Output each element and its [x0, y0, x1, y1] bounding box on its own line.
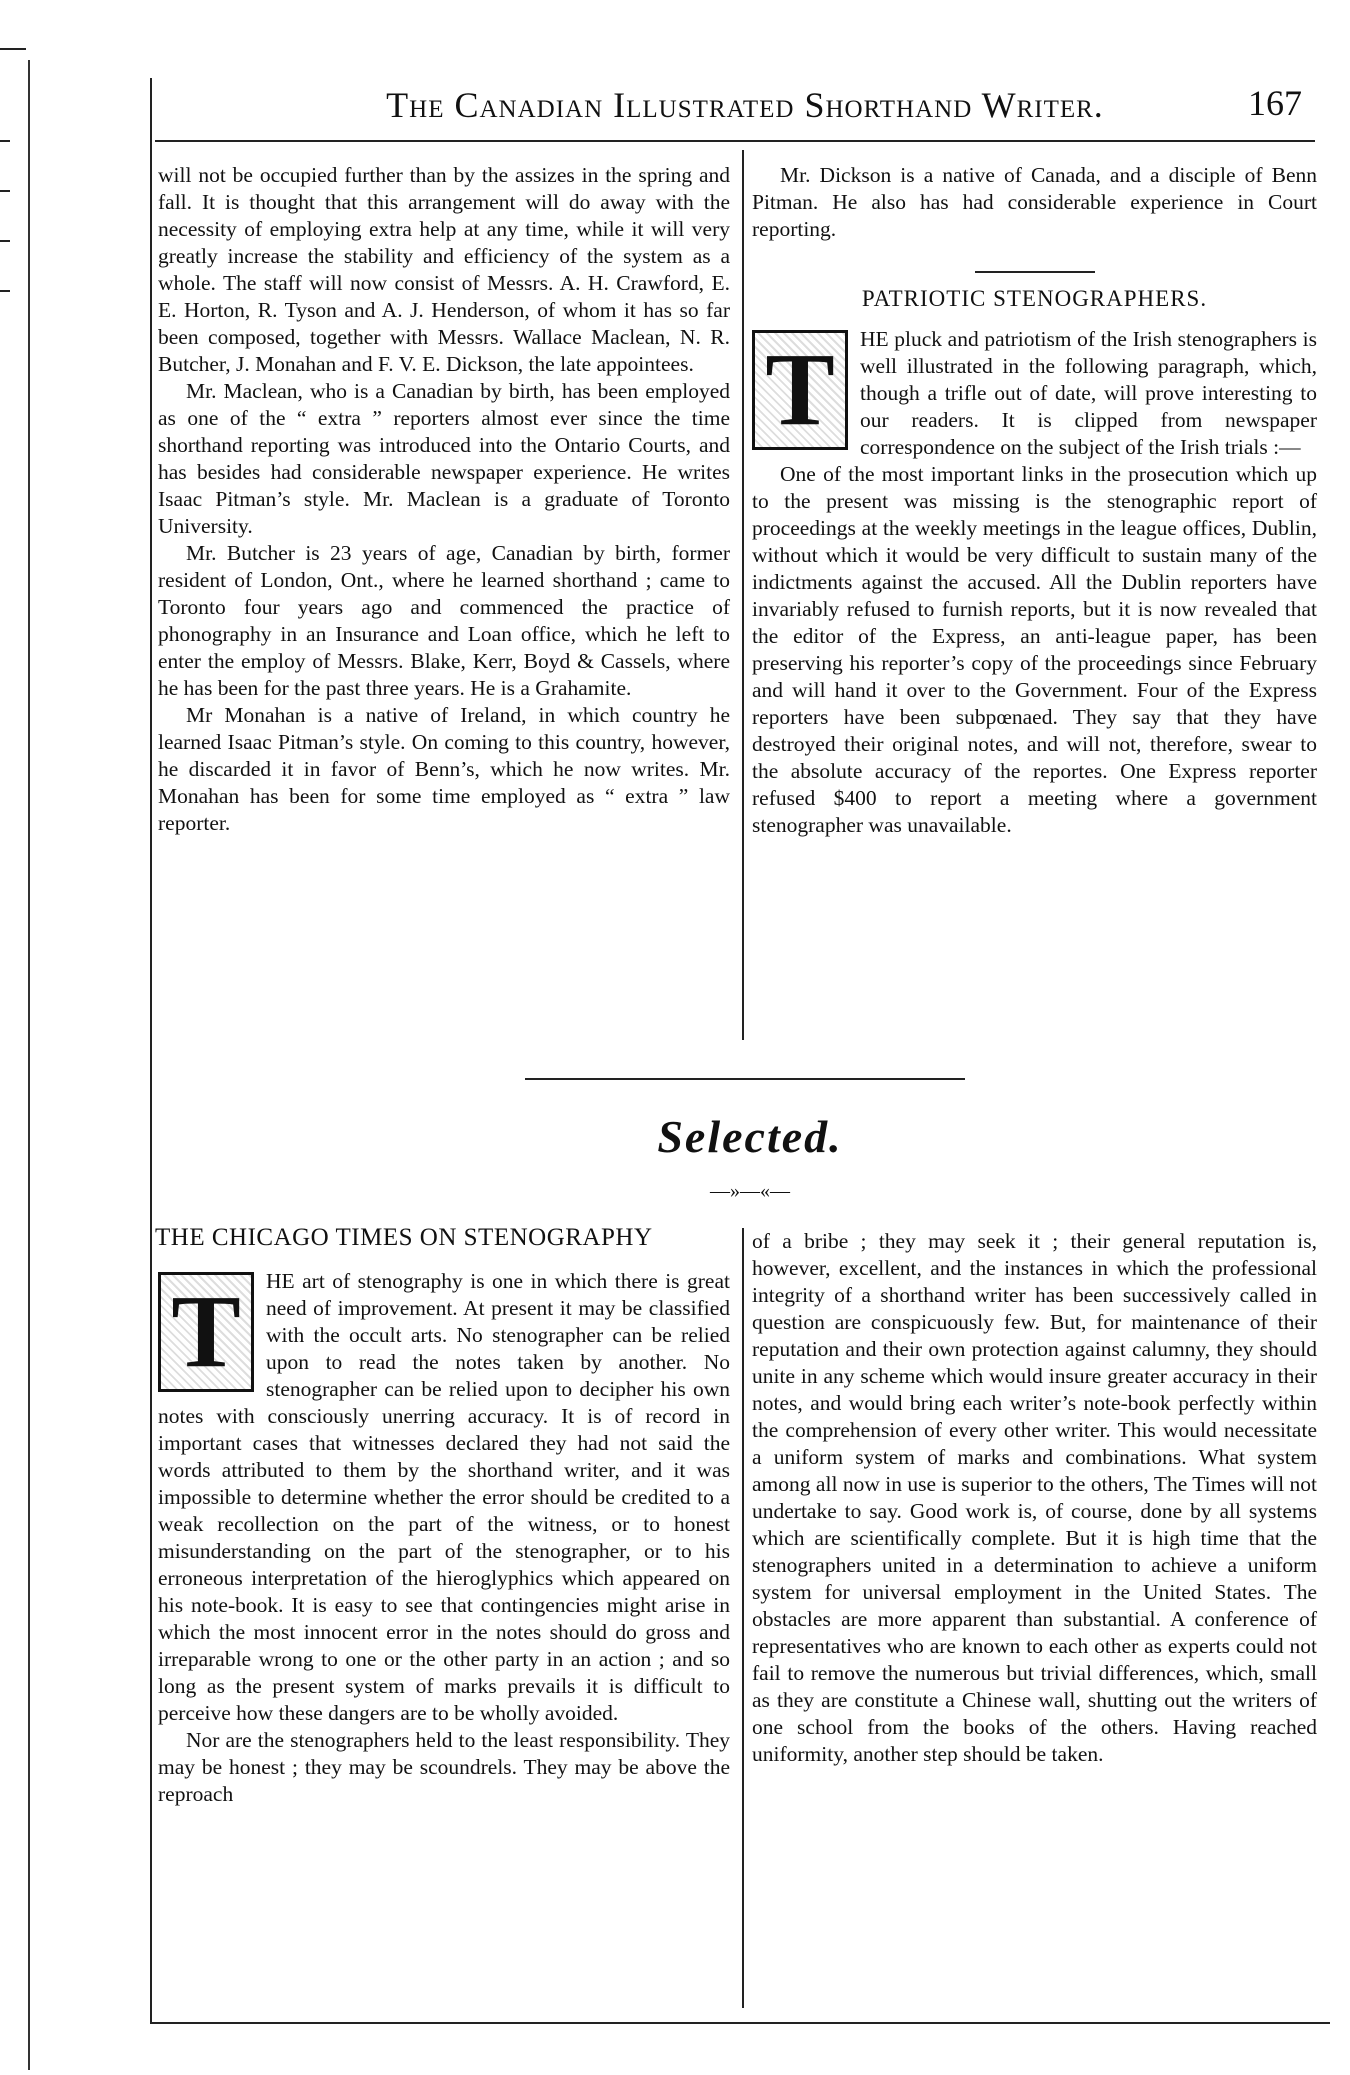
section-title: PATRIOTIC STENOGRAPHERS. — [861, 286, 1208, 311]
top-column-divider — [742, 150, 744, 1040]
decorative-initial-letter: T — [752, 330, 848, 450]
paragraph: Mr. Maclean, who is a Canadian by birth, has been employed as one of the “ extra ” reporters almost ever since the time shorthand reporting was introduced into the Ontario Courts, and has besides had considerable newspaper experience. He writes Isaac Pitman’s style. Mr. Maclean is a graduate of Toronto University. — [158, 379, 730, 538]
page-edge-marks — [0, 40, 40, 2070]
quoted-paragraph: One of the most important links in the prosecution which up to the present was missing is the stenographic report of proceedings at the weekly meetings in the league offices, Dublin, without which it would be very difficult to sustain many of the indictments against the accused. All the Dublin reporters have invariably refused to furnish reports, but it is now revealed that the editor of the Express, an anti-league paper, has been preserving his reporter’s copy of the proceedings since February and will hand it over to the Government. Four of the Express reporters have been subpœnaed. They say that they have destroyed their original notes, and will not, therefore, swear to the absolute accuracy of the reportes. One Express reporter refused $400 to report a meeting where a government stenographer was unavailable. — [752, 462, 1317, 837]
section-rule — [975, 271, 1095, 273]
page-frame-bottom — [150, 2022, 1330, 2024]
selected-rule — [525, 1078, 965, 1080]
lead-paragraph: HE art of stenography is one in which there is great need of improvement. At present it may be classified with the occult arts. No stenographer can be relied upon to read the notes taken by another. No stenographer can be relied upon to decipher his own notes with consciously unerring accuracy. It is of record in important cases that witnesses declared they had not said the words attributed to them by the shorthand writer, and it was impossible to determine whether the error should be credited to a weak recollection on the part of the witness, or to honest misunderstanding on the part of the stenographer, or to his erroneous interpretation of the hieroglyphics which appeared on his note-book. It is easy to see that contingencies might arise in which the most innocent error in the notes should do gross and irreparable wrong to one or the other party in an action ; and so long as the present system of marks prevails it is difficult to perceive how these dangers are to be wholly avoided. — [158, 1269, 730, 1725]
lead-paragraph: HE pluck and patriotism of the Irish stenographers is well illustrated in the following paragraph, which, though a trifle out of date, will prove interesting to our readers. It is clipped from newspaper correspondence on the subject of the Irish trials :— — [860, 327, 1317, 459]
paragraph: Mr Monahan is a native of Ireland, in which country he learned Isaac Pitman’s style. On coming to this country, however, he discarded it in favor of Benn’s, which he now writes. Mr. Monahan has been for some time employed as “ extra ” law reporter. — [158, 703, 730, 835]
top-left-column — [158, 162, 730, 837]
paragraph: will not be occupied further than by the assizes in the spring and fall. It is thought that this arrangement will do away with the necessity of employing extra help at any time, while it will very greatly increase the stability and efficiency of the system as a whole. The staff will now consist of Messrs. A. H. Crawford, E. E. Horton, R. Tyson and A. J. Henderson, of whom it has so far been composed, together with Messrs. Wallace Maclean, N. R. Butcher, J. Monahan and F. V. E. Dickson, the late appointees. — [158, 163, 730, 376]
paragraph: Nor are the stenographers held to the least responsibility. They may be honest ; they may be scoundrels. They may be above the reproach — [158, 1728, 730, 1806]
selected-heading: Selected. — [657, 1111, 843, 1162]
page-frame-left — [150, 78, 152, 2023]
running-header — [155, 78, 1330, 140]
bottom-column-divider — [742, 1228, 744, 2008]
paragraph: Mr. Butcher is 23 years of age, Canadian by birth, former resident of London, Ont., where he learned shorthand ; came to Toronto four years ago and commenced the practice of phonography in an Insurance and Loan office, which he left to enter the employ of Messrs. Blake, Kerr, Boyd & Cassels, where he has been for the past three years. He is a Grahamite. — [158, 541, 730, 700]
paragraph: Mr. Dickson is a native of Canada, and a disciple of Benn Pitman. He also has had considerable experience in Court reporting. — [752, 163, 1317, 241]
paragraph: of a bribe ; they may seek it ; their general reputation is, however, excellent, and the instances in which the professional integrity of a shorthand writer has been successively called in question are conspicuously few. But, for maintenance of their reputation and their own protection against calumny, they should unite in any scheme which would insure greater accuracy in their notes, and would bring each writer’s note-book perfectly within the comprehension of every other writer. This would necessitate a uniform system of marks and combinations. What system among all now in use is superior to the others, The Times will not undertake to say. Good work is, of course, done by all systems which are scientifically complete. But it is high time that the stenographers united in a determination to achieve a uniform system for universal employment in the United States. The obstacles are more apparent than substantial. A conference of representatives who are known to each other as experts could not fail to remove the numerous but trivial differences, which, small as they are constitute a Chinese wall, shutting out the writers of one school from the books of the others. Having reached uniformity, another step should be taken. — [752, 1229, 1317, 1766]
ornament-divider: —»—«— — [710, 1180, 790, 1202]
bottom-right-column — [752, 1228, 1317, 1768]
top-right-column — [752, 162, 1317, 839]
decorative-initial-letter: T — [158, 1272, 254, 1392]
running-title: The Canadian Illustrated Shorthand Writer. — [386, 85, 1104, 125]
article-subhead: THE CHICAGO TIMES ON STENOGRAPHY — [155, 1224, 653, 1251]
header-rule — [155, 140, 1315, 142]
page-number: 167 — [1248, 83, 1302, 123]
bottom-left-column — [158, 1268, 730, 1808]
